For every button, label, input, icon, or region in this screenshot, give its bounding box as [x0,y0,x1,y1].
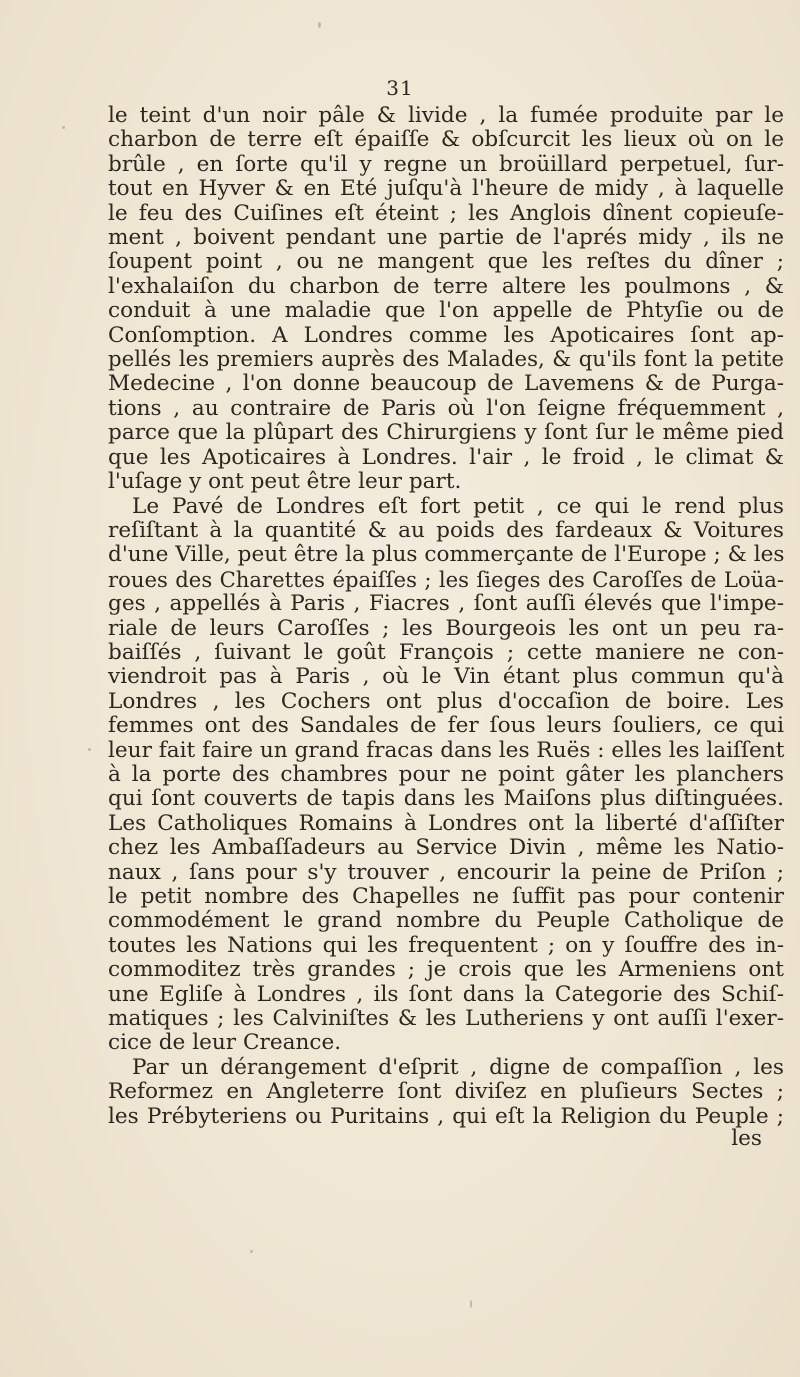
text-line: Reformez en Angleterre ſont diviſez en pluſieurs Sectes ; [108,1079,784,1105]
text-line: que les Apoticaires à Londres. l'air , le froid , le climat & [108,444,784,470]
text-line: ges , appellés à Paris , Fiacres , ſont auſſi élevés que l'impe- [108,591,784,617]
text-line: l'exhalaiſon du charbon de terre altere les poulmons , & [108,273,784,299]
text-line: baiſſés , ſuivant le goût François ; cette maniere ne con- [108,639,784,665]
text-line: Londres , les Cochers ont plus d'occaſion de boire. Les [108,688,784,714]
text-line: femmes ont des Sandales de fer ſous leurs ſouliers, ce qui [108,713,784,739]
text-line: roues des Charettes épaiſſes ; les ſieges des Caroſſes de Loüa- [108,566,784,592]
text-line: l'uſage y ont peut être leur part. [108,469,462,495]
text-line: matiques ; les Calviniſtes & les Lutheriens y ont auſſi l'exer- [108,1006,784,1032]
paper-speck [62,126,65,129]
text-line: riale de leurs Caroſſes ; les Bourgeois les ont un peu ra- [108,615,784,641]
text-line: parce que la plûpart des Chirurgiens y ſont ſur le même pied [108,420,784,446]
paper-speck [88,748,91,751]
text-line: Le Pavé de Londres eſt fort petit , ce qui le rend plus [132,493,784,519]
text-line: brûle , en ſorte qu'il y regne un broüillard perpetuel, ſur- [108,151,784,177]
text-line: tout en Hyver & en Eté juſqu'à l'heure de midy , à laquelle [108,176,784,202]
text-line: commodément le grand nombre du Peuple Catholique de [108,908,784,934]
text-line: les Prébyteriens ou Puritains , qui eſt la Religion du Peuple ; [108,1103,784,1129]
catchword: les [731,1126,762,1151]
text-line: le feu des Cuiſines eſt éteint ; les Anglois dînent copieuſe- [108,200,784,226]
text-line: ment , boivent pendant une partie de l'aprés midy , ils ne [108,225,784,251]
text-line: charbon de terre eſt épaiſſe & obſcurcit les lieux où on le [108,127,784,153]
text-line: pellés les premiers auprès des Malades, & qu'ils font la petite [108,347,784,373]
text-line: naux , ſans pour s'y trouver , encourir la peine de Priſon ; [108,859,784,885]
text-line: leur fait faire un grand fracas dans les Ruës : elles les laiſſent [108,737,785,763]
text-line: qui ſont couverts de tapis dans les Maiſons plus diſtinguées. [108,786,784,812]
text-line: Medecine , l'on donne beaucoup de Lavemens & de Purga- [108,371,784,397]
text-line: Par un dérangement d'eſprit , digne de compaſſion , les [132,1054,784,1080]
text-line: reſiſtant à la quantité & au poids des fardeaux & Voitures [108,517,784,543]
page-number: 31 [386,76,414,100]
text-line: ſoupent point , ou ne mangent que les reſtes du dîner ; [108,249,784,275]
text-line: d'une Ville, peut être la plus commerçante de l'Europe ; & les [108,542,785,568]
text-line: toutes les Nations qui les frequentent ; on y ſouffre des in- [108,932,784,958]
text-line: cice de leur Creance. [108,1030,342,1056]
text-line: conduit à une maladie que l'on appelle de Phtyſie ou de [108,298,784,324]
text-line: chez les Ambaſſadeurs au Service Divin , même les Natio- [108,835,784,861]
text-line: le petit nombre des Chapelles ne ſuffit pas pour contenir [108,884,784,909]
paper-speck [470,1300,472,1308]
paper-speck [318,22,321,28]
text-line: le teint d'un noir pâle & livide , la fumée produite par le [108,103,784,128]
text-line: commoditez très grandes ; je crois que les Armeniens ont [108,957,784,983]
body-text [108,104,784,1129]
text-line: Les Catholiques Romains à Londres ont la liberté d'aſſiſter [108,810,784,836]
text-line: à la porte des chambres pour ne point gâter les planchers [108,761,784,787]
text-line: tions , au contraire de Paris où l'on ſeigne fréquemment , [108,395,784,421]
text-line: viendroit pas à Paris , où le Vin étant plus commun qu'à [108,664,784,690]
text-line: une Egliſe à Londres , ils ſont dans la Categorie des Schiſ- [108,981,784,1007]
paper-speck [250,1250,253,1253]
text-line: Conſomption. A Londres comme les Apoticaires ſont ap- [108,322,784,348]
